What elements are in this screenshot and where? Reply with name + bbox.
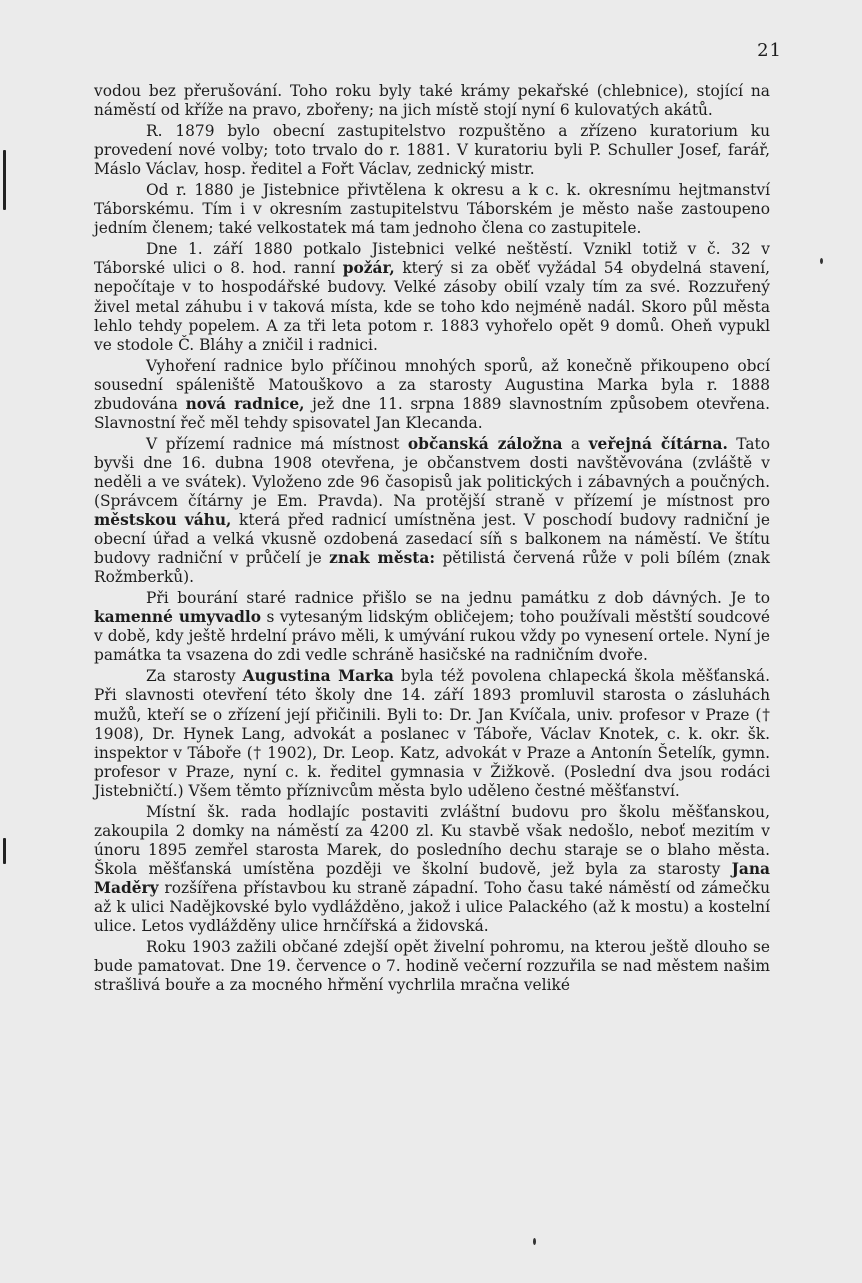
body-text xyxy=(94,82,770,997)
text-segment: s vytesaným lidským obličejem; toho používali městští soudcové v době, kdy ještě hrdelní právo měli, k umývání rukou vždy po vynesení ortele. Nyní je památka ta vsazena do zdi vedle schráně hasičské na radničním dvoře. xyxy=(94,608,770,665)
paragraph xyxy=(94,435,770,587)
text-segment: Od r. 1880 je Jistebnice přivtělena k okresu a k c. k. okresnímu hejtmanství Táborskému. Tím i v okresním zastupitelstvu Táborském je město naše zastoupeno jedním členem; také velkostatek má tam jednoho člena co zastupitele. xyxy=(94,181,770,238)
text-segment: Tato byvši dne 16. dubna 1908 otevřena, je občanstvem dosti navštěvována (zvláště v neděli a ve svátek). Vyloženo zde 96 časopisů jak politických i zábavných a poučných. (Správcem čítárny je Em. Pravda). Na protější straně v přízemí je místnost pro xyxy=(94,434,770,510)
paragraph xyxy=(94,122,770,179)
text-segment: Dne 1. září 1880 potkalo Jistebnici velké neštěstí. Vznikl totiž v č. 32 v Táborské ulici o 8. hod. ranní xyxy=(94,240,770,278)
bold-text: nová radnice, xyxy=(185,394,305,413)
bold-text: kamenné umyvadlo xyxy=(94,608,262,627)
text-segment: V přízemí radnice má místnost xyxy=(146,434,408,453)
paragraph xyxy=(94,938,770,995)
bold-text: Jana Maděry xyxy=(94,859,770,897)
bold-text: znak města: xyxy=(329,549,436,568)
paragraph xyxy=(94,667,770,800)
bold-text: veřejná čítárna. xyxy=(588,434,728,453)
text-segment: Místní šk. rada hodlajíc postaviti zvláštní budovu pro školu měšťanskou, zakoupila 2 domky na náměstí za 4200 zl. Ku stavbě však nedošlo, neboť mezitím v únoru 1895 zemřel starosta Marek, do posledního dechu staraje se o blaho města. Škola měšťanská umístěna později ve školní budově, jež byla za starosty xyxy=(94,802,770,878)
scan-edge-mark xyxy=(3,150,6,210)
bold-text: občanská záložna xyxy=(407,434,563,453)
text-segment: pětilistá červená růže v poli bílém (znak Rožmberků). xyxy=(94,549,770,587)
text-segment: Roku 1903 zažili občané zdejší opět živelní pohromu, na kterou ještě dlouho se bude pamatovat. Dne 19. července o 7. hodině večerní rozzuřila se nad městem našim strašlivá bouře a za mocného hřmění vychrlila mračna veliké xyxy=(94,938,770,995)
paragraph xyxy=(94,357,770,433)
text-segment: a xyxy=(562,434,589,453)
paragraph xyxy=(94,240,770,354)
scan-speck xyxy=(533,1238,536,1245)
bold-text: městskou váhu, xyxy=(94,511,232,530)
text-segment: jež dne 11. srpna 1889 slavnostním způsobem otevřena. Slavnostní řeč měl tehdy spisovatel Jan Klecanda. xyxy=(94,394,770,432)
text-segment: Vyhoření radnice bylo příčinou mnohých sporů, až konečně přikoupeno obcí sousední spáleniště Matouškovo a za starosty Augustina Marka byla r. 1888 zbudována xyxy=(94,356,770,413)
text-segment: který si za oběť vyžádal 54 obydelná stavení, nepočítaje v to hospodářské budovy. Velké zásoby obilí vzaly tím za své. Rozzuřený živel metal záhubu i v taková místa, kde se toho kdo nejméně nadál. Skoro půl města lehlo tehdy popelem. A za tři leta potom r. 1883 vyhořelo opět 9 domů. Oheň vypukl ve stodole Č. Bláhy a zničil i radnici. xyxy=(94,259,771,354)
text-segment: Za starosty xyxy=(146,667,243,686)
text-segment: R. 1879 bylo obecní zastupitelstvo rozpuštěno a zřízeno kuratorium ku provedení nové volby; toto trvalo do r. 1881. V kuratoriu byli P. Schuller Josef, farář, Máslo Václav, hosp. ředitel a Fořt Václav, zednický mistr. xyxy=(94,122,770,179)
paragraph xyxy=(94,181,770,238)
bold-text: požár, xyxy=(342,259,395,278)
paragraph xyxy=(94,803,770,936)
text-segment: vodou bez přerušování. Toho roku byly také krámy pekařské (chlebnice), stojící na náměstí od kříže na pravo, zbořeny; na jich místě stojí nyní 6 kulovatých akátů. xyxy=(94,82,770,120)
paragraph xyxy=(94,82,770,120)
scan-speck xyxy=(820,258,823,264)
text-segment: která před radnicí umístněna jest. V poschodí budovy radniční je obecní úřad a velká vkusně ozdobená zasedací síň s balkonem na náměstí. Ve štítu budovy radniční v průčelí je xyxy=(94,511,770,568)
text-segment: byla též povolena chlapecká škola měšťanská. Při slavnosti otevření této školy dne 14. září 1893 promluvil starosta o zásluhách mužů, kteří se o zřízení její přičinili. Byli to: Dr. Jan Kvíčala, univ. profesor v Praze († 1908), Dr. Hynek Lang, advokát a poslanec v Táboře, Václav Knotek, c. k. okr. šk. inspektor v Táboře († 1902), Dr. Leop. Katz, advokát v Praze a Antonín Šetelík, gymn. profesor v Praze, nyní c. k. ředitel gymnasia v Žižkově. (Poslední dva jsou rodáci Jistebničtí.) Všem těmto příznivcům města bylo uděleno čestné měšťanství. xyxy=(94,667,770,800)
text-segment: rozšířena přístavbou ku straně západní. Toho času také náměstí od zámečku až k ulici Nadějkovské bylo vydlážděno, jakož i ulice Palackého (až k mostu) a kostelní ulice. Letos vydlážděny ulice hrnčířská a židovská. xyxy=(94,878,770,936)
bold-text: Augustina Marka xyxy=(242,667,394,686)
text-segment: Při bourání staré radnice přišlo se na jednu památku z dob dávných. Je to xyxy=(146,589,770,608)
page-number: 21 xyxy=(757,40,782,61)
paragraph xyxy=(94,589,770,665)
scan-edge-mark xyxy=(3,838,6,864)
